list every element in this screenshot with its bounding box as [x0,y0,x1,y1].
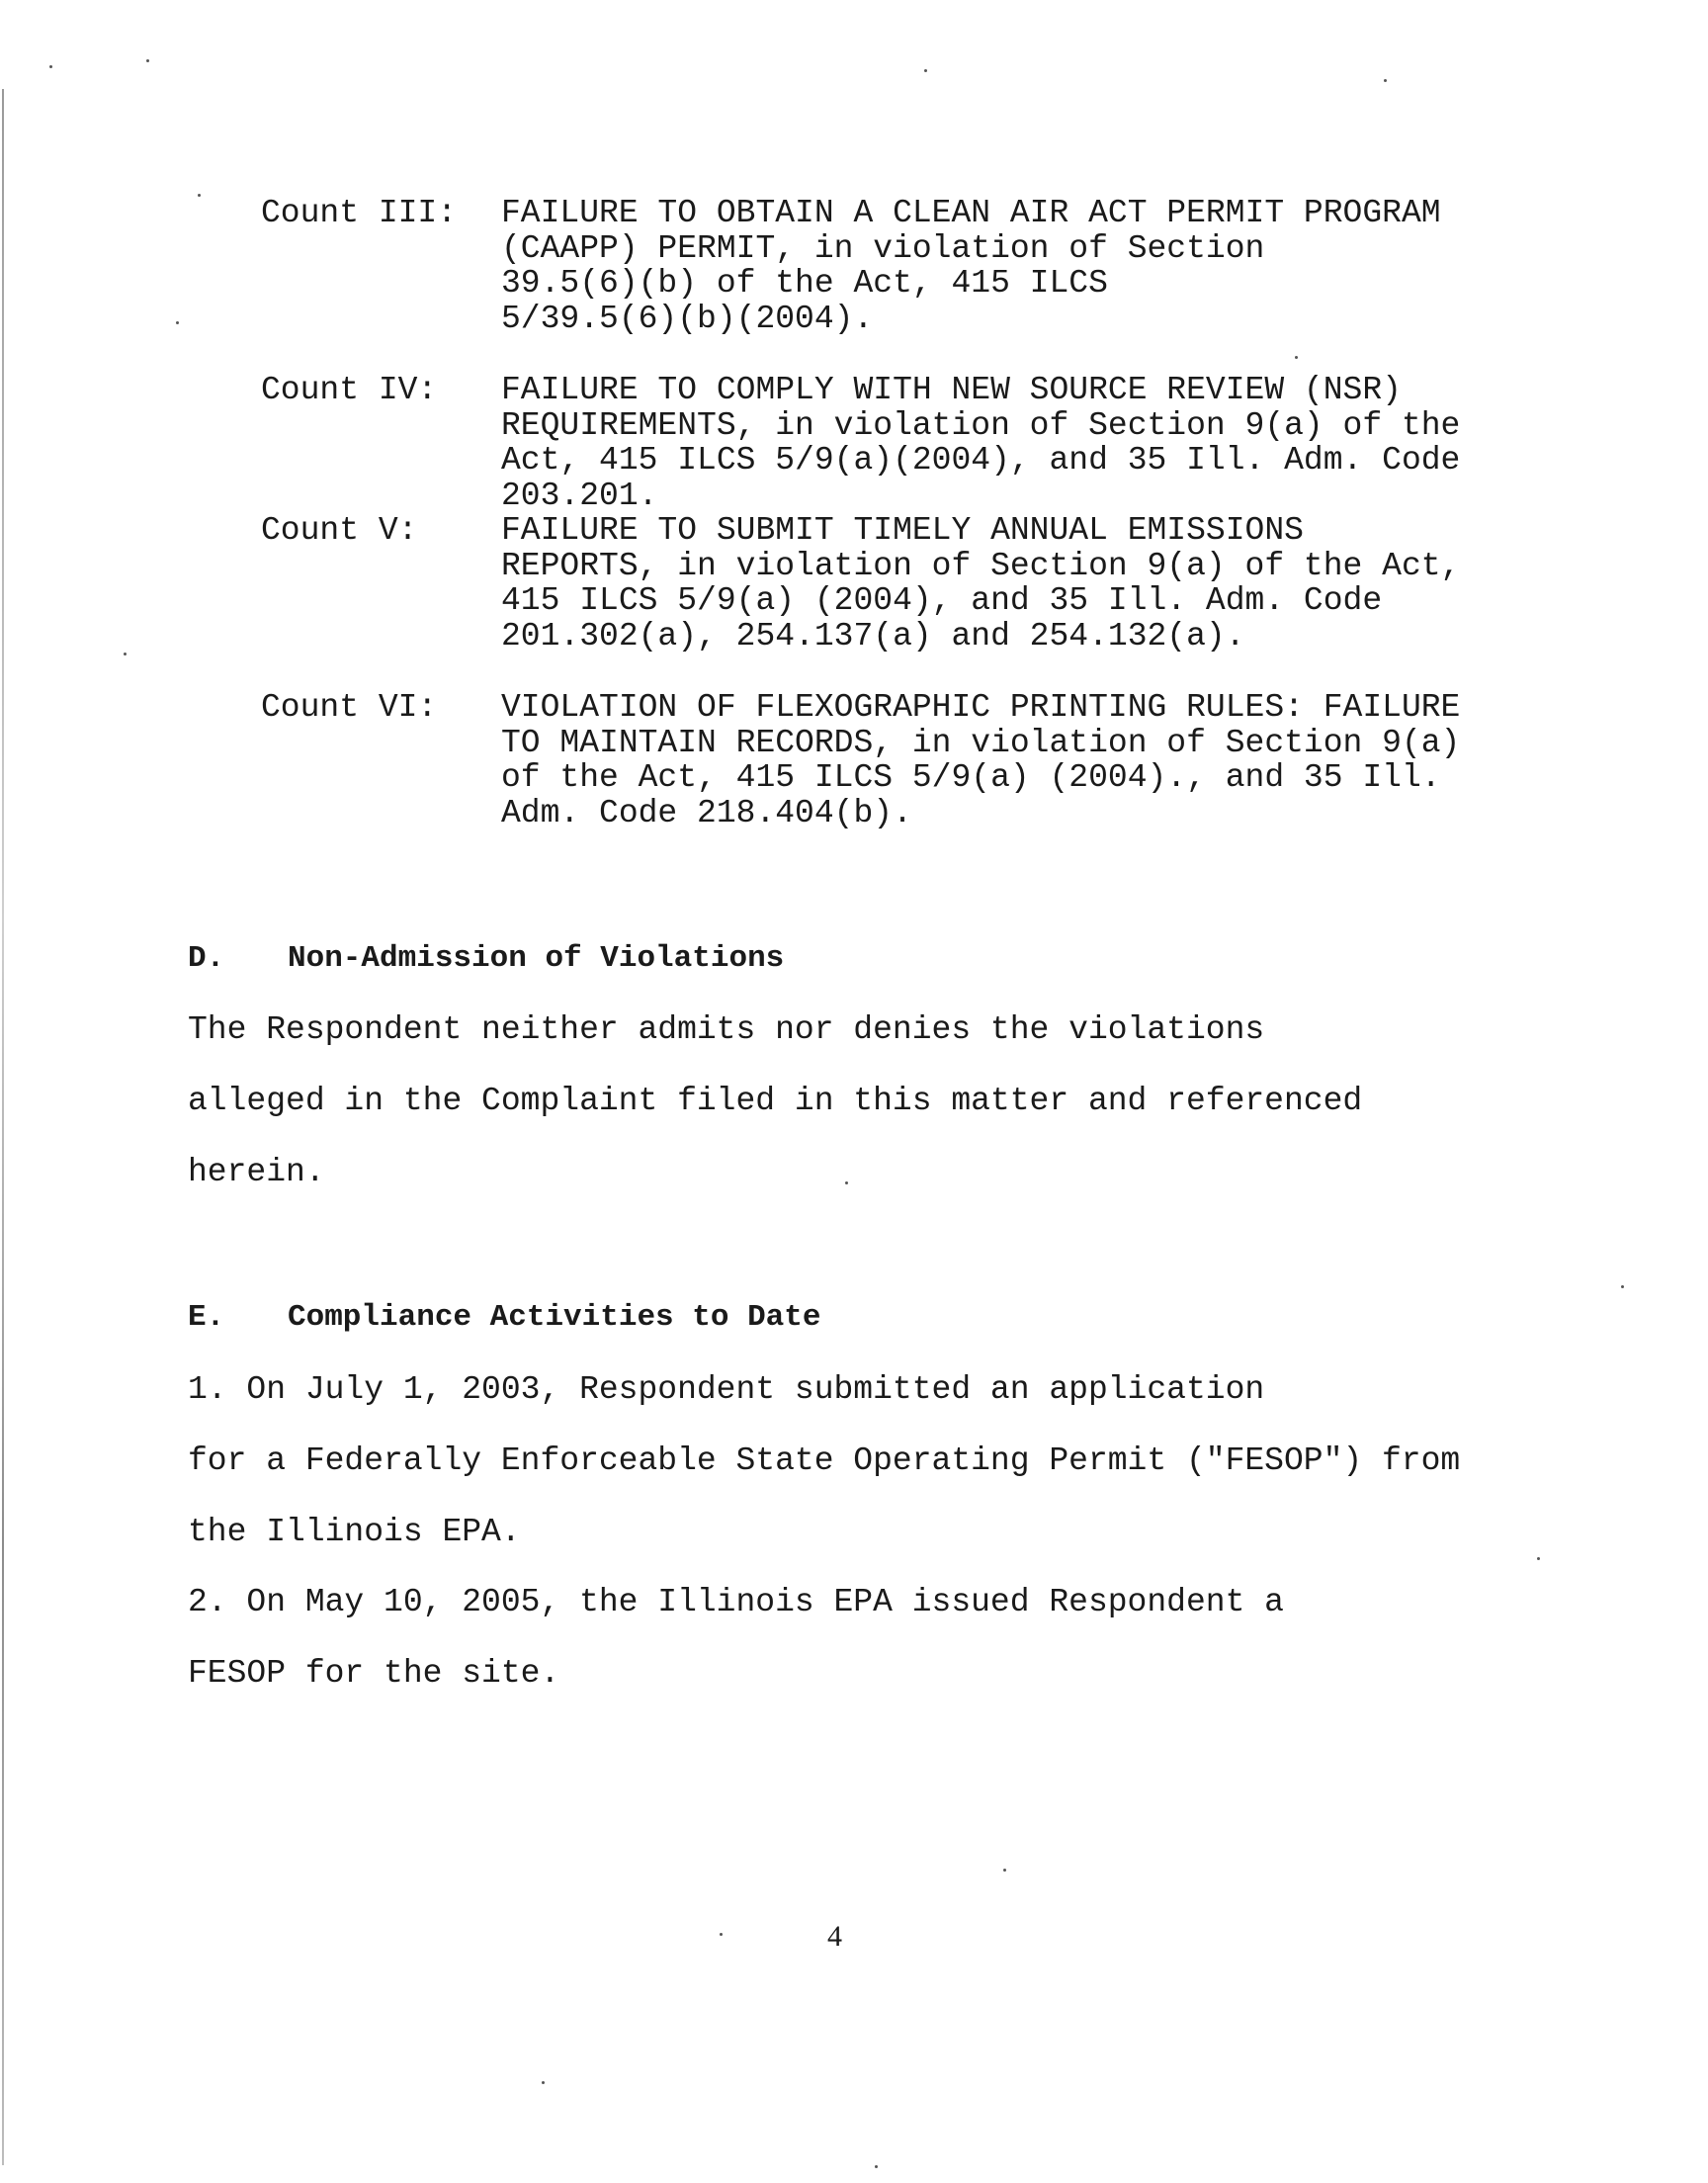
scan-speck [176,321,179,324]
section-e-paragraph-1: 1. On July 1, 2003, Respondent submitted an application for a Federally Enforceable State Operating Permit ("FESOP") from the Illinois EPA. [188,1371,1461,1550]
section-title: Compliance Activities to Date [288,1300,821,1335]
section-letter: D. [188,941,225,976]
scan-speck [875,2165,878,2168]
page-number: 4 [827,1920,842,1953]
scan-speck [146,59,149,62]
section-e-paragraph-2: 2. On May 10, 2005, the Illinois EPA issued Respondent a FESOP for the site. [188,1584,1284,1692]
scan-speck [198,194,201,197]
count-label: Count VI: [261,689,438,726]
scan-speck [49,65,52,68]
section-d-body: The Respondent neither admits nor denies the violations alleged in the Complaint filed in this matter and referenced herein. [188,1011,1363,1190]
scan-speck [924,69,927,72]
scan-edge-line [2,89,4,2165]
scan-speck [1621,1285,1624,1288]
count-label: Count IV: [261,372,438,408]
count-description: FAILURE TO COMPLY WITH NEW SOURCE REVIEW (NSR) REQUIREMENTS, in violation of Section 9(a) of the Act, 415 ILCS 5/9(a)(2004), and 35 Ill. Adm. Code 203.201. [501,372,1461,514]
scan-speck [845,1181,848,1184]
scan-speck [542,2081,545,2084]
count-description: FAILURE TO OBTAIN A CLEAN AIR ACT PERMIT PROGRAM (CAAPP) PERMIT, in violation of Section 39.5(6)(b) of the Act, 415 ILCS 5/39.5(6)(b)(2004). [501,195,1441,337]
scan-speck [1384,79,1387,82]
scan-speck [1295,356,1298,359]
count-description: VIOLATION OF FLEXOGRAPHIC PRINTING RULES: FAILURE TO MAINTAIN RECORDS, in violation of Section 9(a) of the Act, 415 ILCS 5/9(a) (2004)., and 35 Ill. Adm. Code 218.404(b). [501,689,1461,831]
scan-speck [720,1933,723,1936]
scan-speck [1003,1869,1006,1872]
scan-speck [1537,1557,1540,1560]
section-letter: E. [188,1300,225,1335]
count-label: Count III: [261,195,458,231]
section-title: Non-Admission of Violations [288,941,785,976]
count-description: FAILURE TO SUBMIT TIMELY ANNUAL EMISSIONS REPORTS, in violation of Section 9(a) of the Act, 415 ILCS 5/9(a) (2004), and 35 Ill. Adm. Code 201.302(a), 254.137(a) and 254.132(a). [501,512,1461,655]
count-label: Count V: [261,512,418,549]
scan-speck [124,653,127,655]
